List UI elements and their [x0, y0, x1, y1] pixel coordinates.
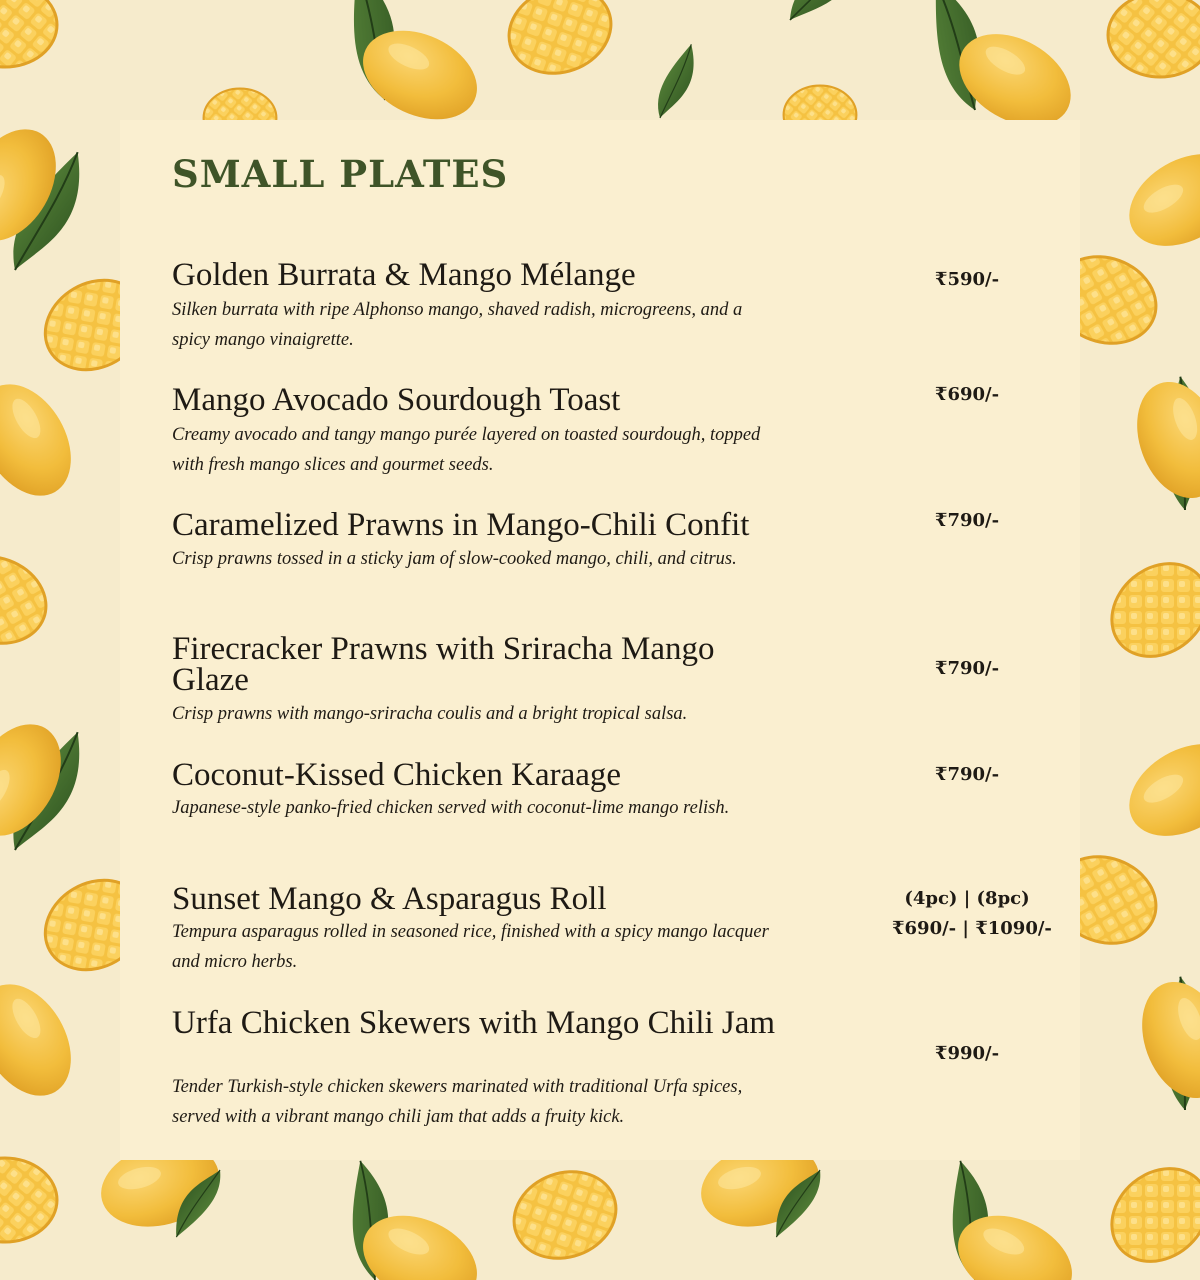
item-name: Sunset Mango & Asparagus Roll: [172, 881, 607, 917]
mango-cube-icon: [0, 1158, 57, 1242]
item-price: ₹990/-: [934, 1043, 1000, 1064]
mango-icon: [1113, 725, 1200, 854]
item-price: ₹690/- | ₹1090/-: [892, 918, 1052, 939]
mango-icon: [1127, 970, 1200, 1110]
section-title: SMALL PLATES: [172, 152, 509, 196]
item-price: ₹790/-: [934, 764, 1000, 785]
item-price: ₹690/-: [934, 384, 1000, 405]
item-price: ₹590/-: [934, 269, 1000, 290]
item-name: Firecracker Prawns with Sriracha Mango Glaze: [172, 631, 715, 698]
item-price: ₹790/-: [934, 510, 1000, 531]
item-description: Crisp prawns tossed in a sticky jam of slow-cooked mango, chili, and citrus.: [172, 549, 737, 569]
mango-cube-icon: [497, 0, 623, 87]
mango-icon: [0, 368, 90, 512]
item-description: Tender Turkish-style chicken skewers marinated with traditional Urfa spices, served with a vibrant mango chili jam that adds a fruity kick.: [172, 1077, 743, 1127]
item-description: Silken burrata with ripe Alphonso mango, shaved radish, microgreens, and a spicy mango vinaigrette.: [172, 300, 743, 350]
item-price-portions: (4pc) | (8pc): [904, 888, 1030, 909]
leaf-icon: [655, 40, 697, 122]
item-description: Tempura asparagus rolled in seasoned rice, finished with a spicy mango lacquer and micro herbs.: [172, 922, 769, 972]
item-description: Creamy avocado and tangy mango purée layered on toasted sourdough, topped with fresh mango slices and gourmet seeds.: [172, 425, 761, 475]
item-name: Urfa Chicken Skewers with Mango Chili Jam: [172, 1005, 776, 1041]
item-description: Japanese-style panko-fried chicken served with coconut-lime mango relish.: [172, 798, 730, 818]
mango-cube-icon: [0, 543, 58, 658]
mango-cube-icon: [1093, 544, 1200, 675]
mango-cube-icon: [0, 0, 57, 67]
item-name: Caramelized Prawns in Mango-Chili Confit: [172, 507, 750, 543]
mango-cube-icon: [1093, 1149, 1200, 1280]
mango-cube-icon: [1108, 0, 1200, 77]
menu-panel: [120, 120, 1080, 1160]
item-name: Mango Avocado Sourdough Toast: [172, 382, 621, 418]
mango-cube-icon: [502, 1158, 628, 1273]
mango-icon: [0, 968, 90, 1112]
item-price: ₹790/-: [934, 658, 1000, 679]
leaf-icon: [784, 0, 870, 36]
item-name: Golden Burrata & Mango Mélange: [172, 257, 636, 293]
mango-icon: [1122, 370, 1200, 510]
item-description: Crisp prawns with mango-sriracha coulis and a bright tropical salsa.: [172, 704, 688, 724]
item-name: Coconut-Kissed Chicken Karaage: [172, 757, 622, 793]
mango-icon: [1113, 135, 1200, 264]
